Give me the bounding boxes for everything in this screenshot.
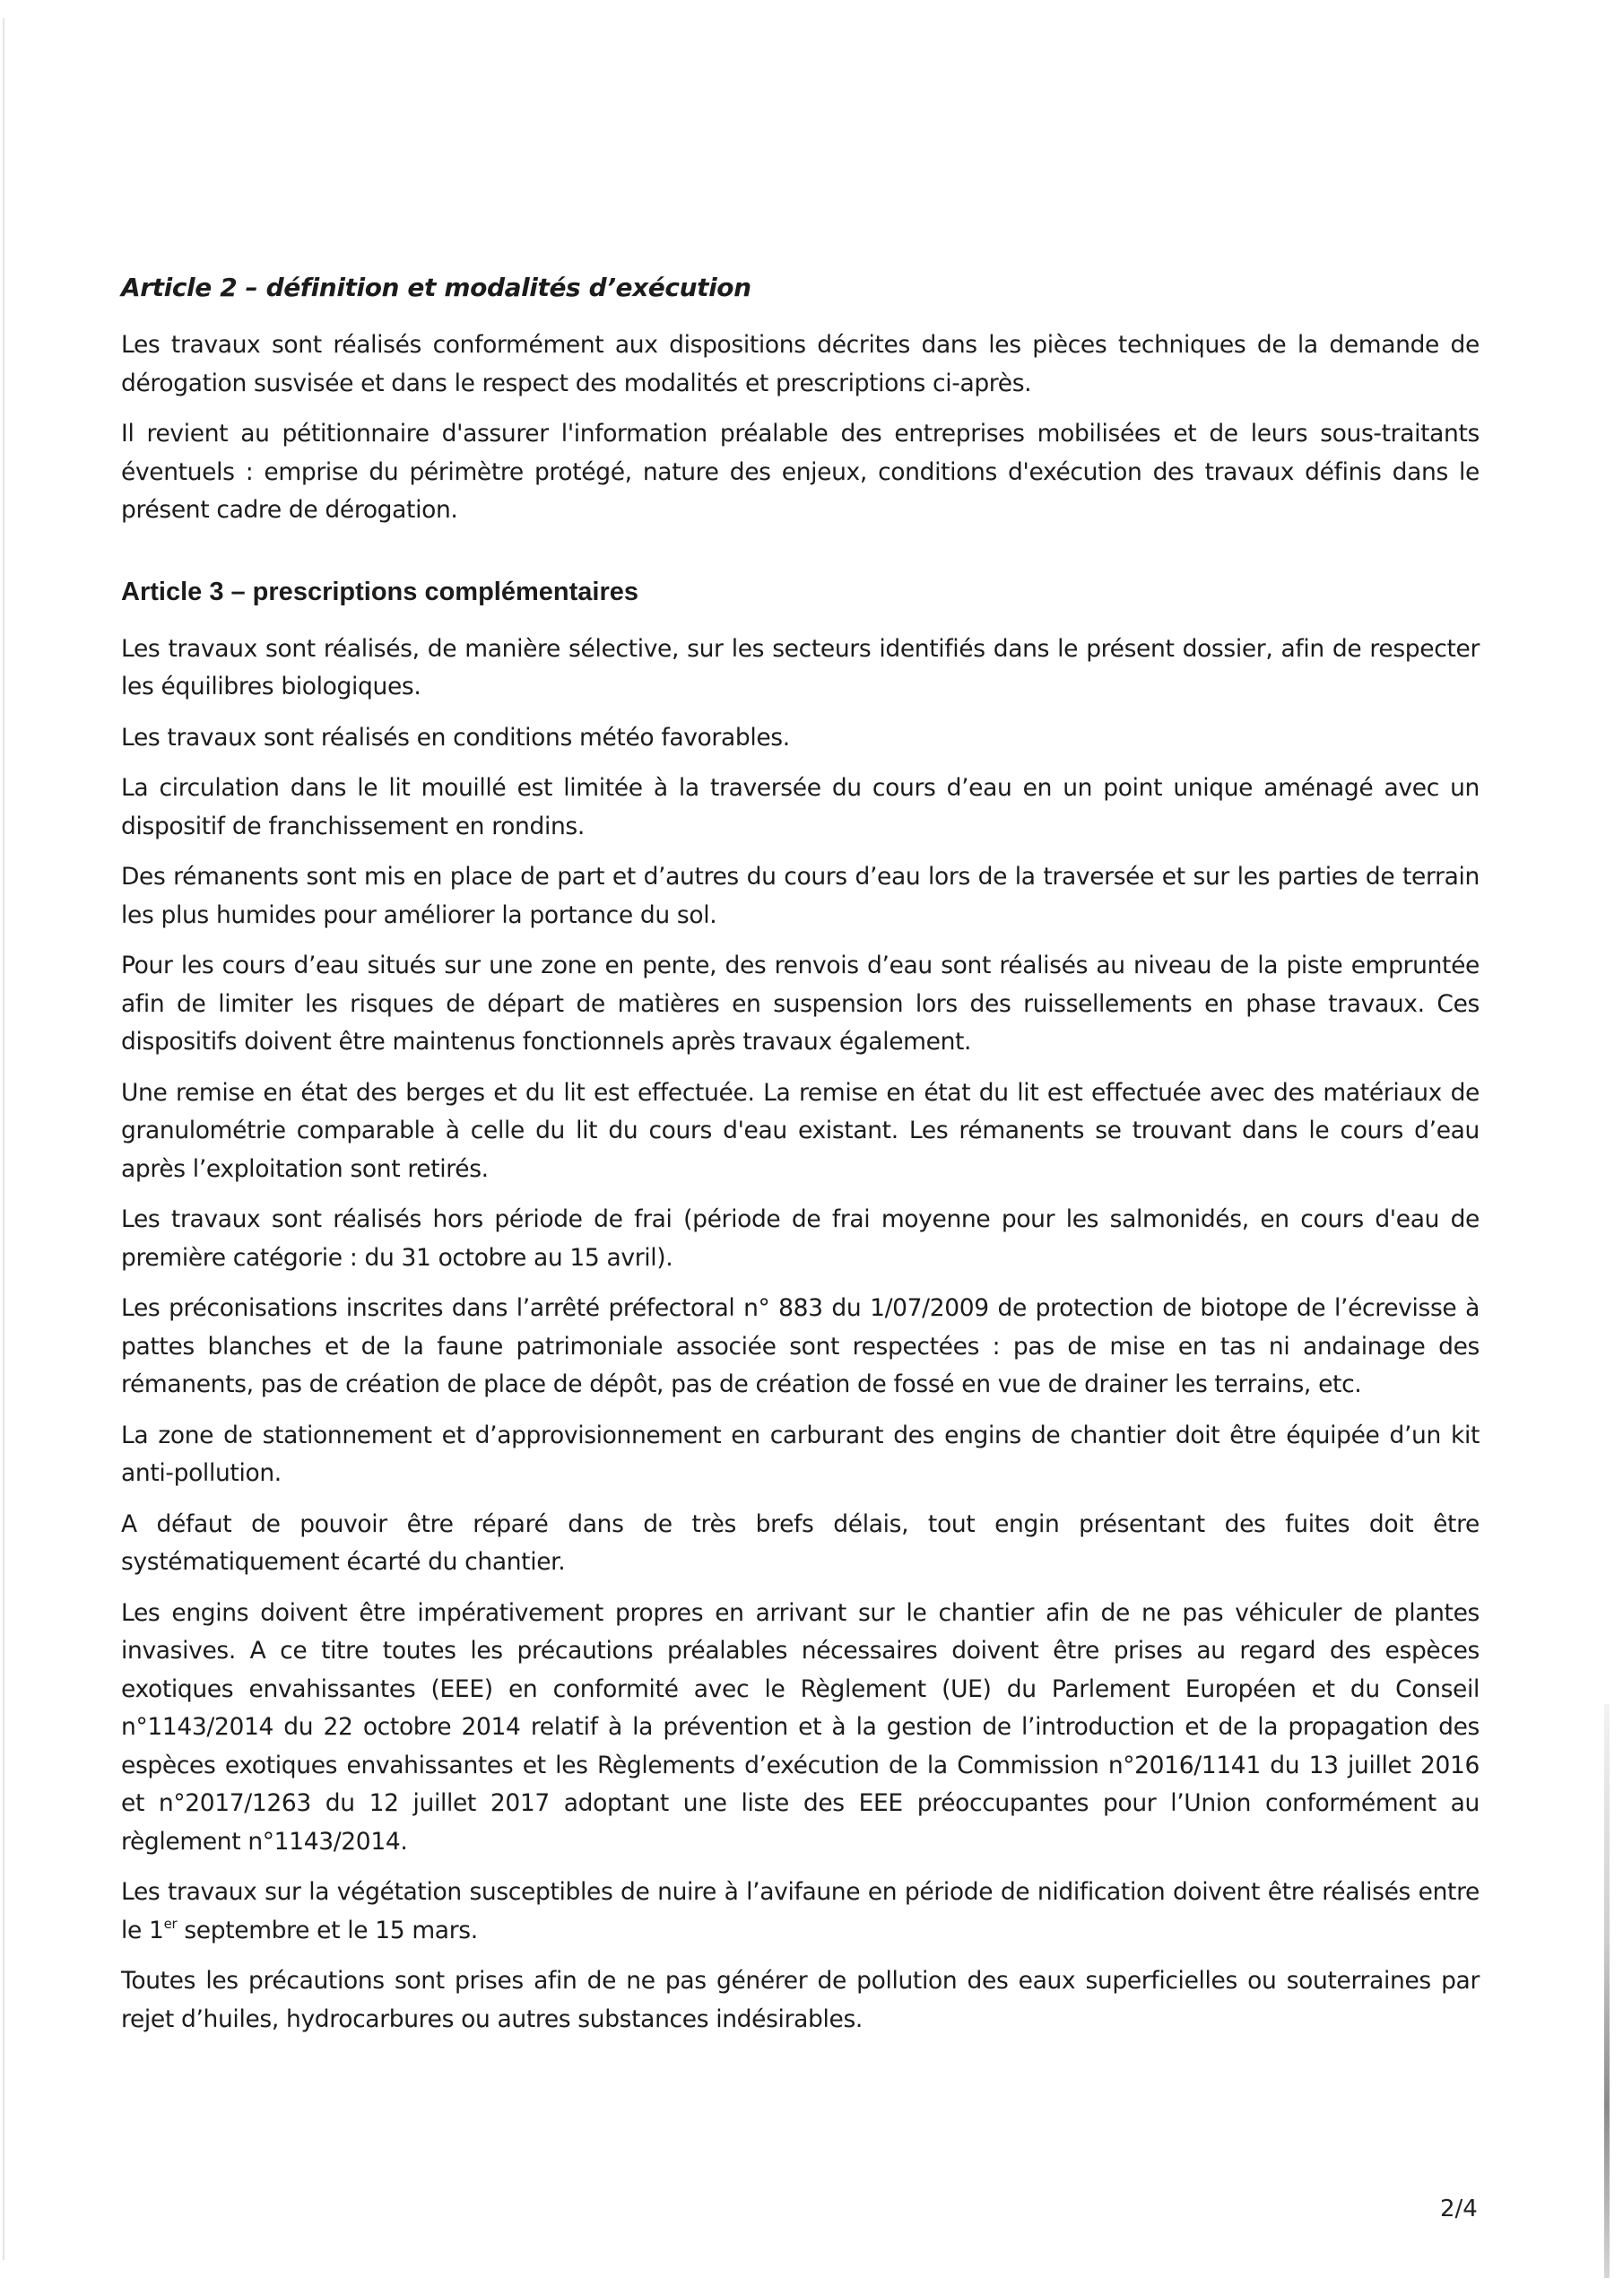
- article-2-paragraph-2: Il revient au pétitionnaire d'assurer l'information préalable des entreprises mobilisées et de leurs sous-traitants éventuels : emprise du périmètre protégé, nature des enjeux, conditions d'exécution des travaux définis dans le présent cadre de dérogation.: [121, 420, 1480, 524]
- article-3-paragraph: La zone de stationnement et d’approvisionnement en carburant des engins de chantier doit être équipée d’un kit anti-pollution.: [121, 1421, 1480, 1487]
- article-3-paragraph: Des rémanents sont mis en place de part et d’autres du cours d’eau lors de la traversée et sur les parties de terrain les plus humides pour améliorer la portance du sol.: [121, 863, 1480, 929]
- article-2-paragraph-1: Les travaux sont réalisés conformément aux dispositions décrites dans les pièces techniques de la demande de dérogation susvisée et dans le respect des modalités et prescriptions ci-après.: [121, 331, 1480, 397]
- article-3-paragraph: A défaut de pouvoir être réparé dans de très brefs délais, tout engin présentant des fuites doit être systématiquement écarté du chantier.: [121, 1509, 1480, 1576]
- article-3-paragraph: Pour les cours d’eau situés sur une zone en pente, des renvois d’eau sont réalisés au niveau de la piste empruntée afin de limiter les risques de départ de matières en suspension lors des ruissellements en phase travaux. Ces dispositifs doivent être maintenus fonctionnels après travaux également.: [121, 952, 1480, 1056]
- ordinal-superscript: er: [163, 1915, 178, 1932]
- nesting-text-before: Les travaux sur la végétation susceptibles de nuire à l’avifaune en période de nidification doivent être réalisés entre le 1: [121, 1878, 1480, 1944]
- article-2-heading: Article 2 – définition et modalités d’exécution: [121, 273, 751, 302]
- nesting-period-paragraph: [121, 1874, 1480, 1950]
- article-3-paragraph: Les travaux sont réalisés hors période de frai (période de frai moyenne pour les salmonidés, en cours d'eau de première catégorie : du 31 octobre au 15 avril).: [121, 1205, 1480, 1272]
- article-3: [121, 573, 1480, 2039]
- nesting-text-after: septembre et le 15 mars.: [177, 1916, 478, 1944]
- article-3-paragraph: Les préconisations inscrites dans l’arrêté préfectoral n° 883 du 1/07/2009 de protection de biotope de l’écrevisse à pattes blanches et de la faune patrimoniale associée sont respectées : pas de mise en tas ni andainage des rémanents, pas de création de place de dépôt, pas de création de fossé en vue de drainer les terrains, etc.: [121, 1294, 1480, 1398]
- scan-edge-left: [3, 18, 4, 2260]
- article-3-heading: Article 3 – prescriptions complémentaires: [121, 577, 638, 606]
- article-3-paragraph: La circulation dans le lit mouillé est limitée à la traversée du cours d’eau en un point unique aménagé avec un dispositif de franchissement en rondins.: [121, 774, 1480, 840]
- article-3-paragraph: Les travaux sont réalisés en conditions météo favorables.: [121, 723, 790, 752]
- scan-edge-shadow-right: [1604, 1704, 1610, 2278]
- article-3-paragraph: Les engins doivent être impérativement propres en arrivant sur le chantier afin de ne pas véhiculer de plantes invasives. A ce titre toutes les précautions préalables nécessaires doivent être prises au regard des espèces exotiques envahissantes (EEE) en conformité avec le Règlement (UE) du Parlement Européen et du Conseil n°1143/2014 du 22 octobre 2014 relatif à la prévention et à la gestion de l’introduction et de la propagation des espèces exotiques envahissantes et les Règlements d’exécution de la Commission n°2016/1141 du 13 juillet 2016 et n°2017/1263 du 12 juillet 2017 adoptant une liste des EEE préoccupantes pour l’Union conformément au règlement n°1143/2014.: [121, 1598, 1480, 1856]
- document-body: [121, 269, 1480, 2051]
- article-2: [121, 269, 1480, 530]
- page-number: 2/4: [1440, 2196, 1478, 2222]
- article-3-paragraph: Une remise en état des berges et du lit est effectuée. La remise en état du lit est effectuée avec des matériaux de granulométrie comparable à celle du lit du cours d'eau existant. Les rémanents se trouvant dans le cours d’eau après l’exploitation sont retirés.: [121, 1078, 1480, 1183]
- pollution-paragraph: Toutes les précautions sont prises afin de ne pas générer de pollution des eaux superficielles ou souterraines par rejet d’huiles, hydrocarbures ou autres substances indésirables.: [121, 1967, 1480, 2033]
- article-3-paragraph: Les travaux sont réalisés, de manière sélective, sur les secteurs identifiés dans le présent dossier, afin de respecter les équilibres biologiques.: [121, 634, 1480, 700]
